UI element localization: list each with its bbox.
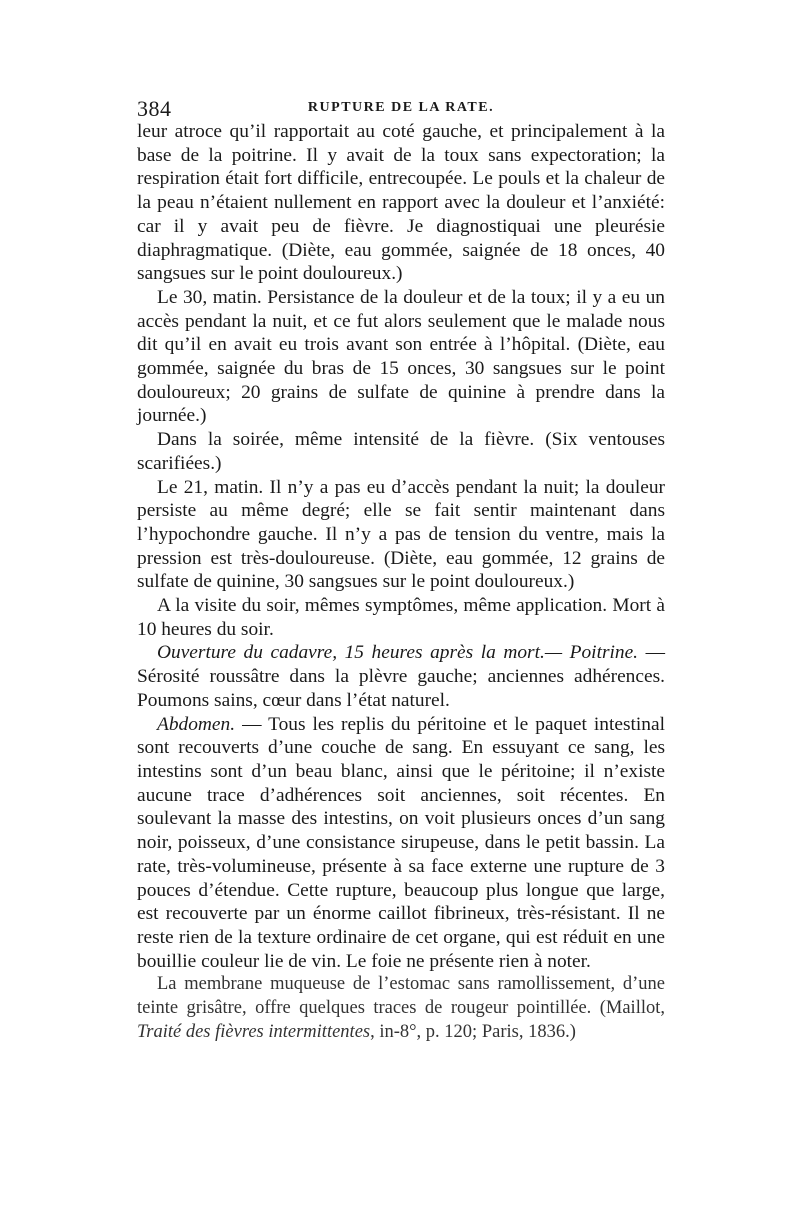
autopsy-heading: Ouverture du cadavre, 15 heures après la mort.— Poitrine. xyxy=(157,642,639,664)
paragraph-7 xyxy=(137,713,665,974)
paragraph-4 xyxy=(137,476,665,595)
paragraph-3-text: Dans la soirée, même intensité de la fièvre. (Six ventouses scarifiées.) xyxy=(137,429,665,474)
paragraph-3 xyxy=(137,428,665,475)
paragraph-8-text: La membrane muqueuse de l’estomac sans ramollissement, d’une teinte grisâtre, offre quelques traces de rougeur pointillée. (Maillot, xyxy=(137,974,665,1019)
paragraph-5-text: A la visite du soir, mêmes symptômes, même application. Mort à 10 heures du soir. xyxy=(137,595,665,640)
paragraph-8 xyxy=(137,973,665,1044)
paragraph-5 xyxy=(137,594,665,641)
page-number: 384 xyxy=(137,96,172,121)
paragraph-6 xyxy=(137,641,665,712)
cited-work-title: Traité des fièvres intermittentes xyxy=(137,1021,371,1042)
paragraph-1-text: leur atroce qu’il rapportait au coté gauche, et principalement à la base de la poitrine. Il y avait de la toux sans expectoration; la respiration était fort difficile, entrecoupée. Le pouls et la chaleur de la peau n’étaient nullement en rapport avec la douleur et l’anxiété: car il y avait peu de fièvre. Je diagnostiquai une pleurésie diaphragmatique. (Diète, eau gommée, saignée de 18 onces, 40 sangsues sur le point douloureux.) xyxy=(137,121,665,285)
paragraph-4-text: Le 21, matin. Il n’y a pas eu d’accès pendant la nuit; la douleur persiste au même degré; elle se fait sentir maintenant dans l’hypochondre gauche. Il n’y a pas de tension du ventre, mais la pression est très-douloureuse. (Diète, eau gommée, 12 grains de sulfate de quinine, 30 sangsues sur le point douloureux.) xyxy=(137,476,665,593)
citation-details: , in-8°, p. 120; Paris, 1836.) xyxy=(370,1021,576,1042)
paragraph-1 xyxy=(137,120,665,286)
running-head: RUPTURE DE LA RATE. xyxy=(307,100,495,115)
body-text xyxy=(137,120,665,1044)
paragraph-2 xyxy=(137,286,665,428)
paragraph-2-text: Le 30, matin. Persistance de la douleur et de la toux; il y a eu un accès pendant la nuit, et ce fut alors seulement que le malade nous dit qu’il en avait eu trois avant son entrée à l’hôpital. (Diète, eau gommée, saignée du bras de 15 onces, 30 sangsues sur le point douloureux; 20 grains de sulfate de quinine à prendre dans la journée.) xyxy=(137,286,665,427)
abdomen-heading: Abdomen. xyxy=(157,713,236,735)
paragraph-7-text: — Tous les replis du péritoine et le paquet intestinal sont recouverts d’une couche de sang. En essuyant ce sang, les intestins sont d’un beau blanc, ainsi que le péritoine; il n’existe aucune trace d’adhérences soit anciennes, soit récentes. En soulevant la masse des intestins, on voit plusieurs onces d’un sang noir, poisseux, d’une consistance sirupeuse, dans le petit bassin. La rate, très-volumineuse, présente à sa face externe une rupture de 3 pouces d’étendue. Cette rupture, beaucoup plus longue que large, est recouverte par un énorme caillot fibrineux, très-résistant. Il ne reste rien de la texture ordinaire de cet organe, qui est réduit en une bouillie couleur lie de vin. Le foie ne présente rien à noter. xyxy=(137,713,665,972)
paragraph-6-text: —Sérosité roussâtre dans la plèvre gauche; anciennes adhérences. Poumons sains, cœur dans l’état naturel. xyxy=(137,642,665,711)
